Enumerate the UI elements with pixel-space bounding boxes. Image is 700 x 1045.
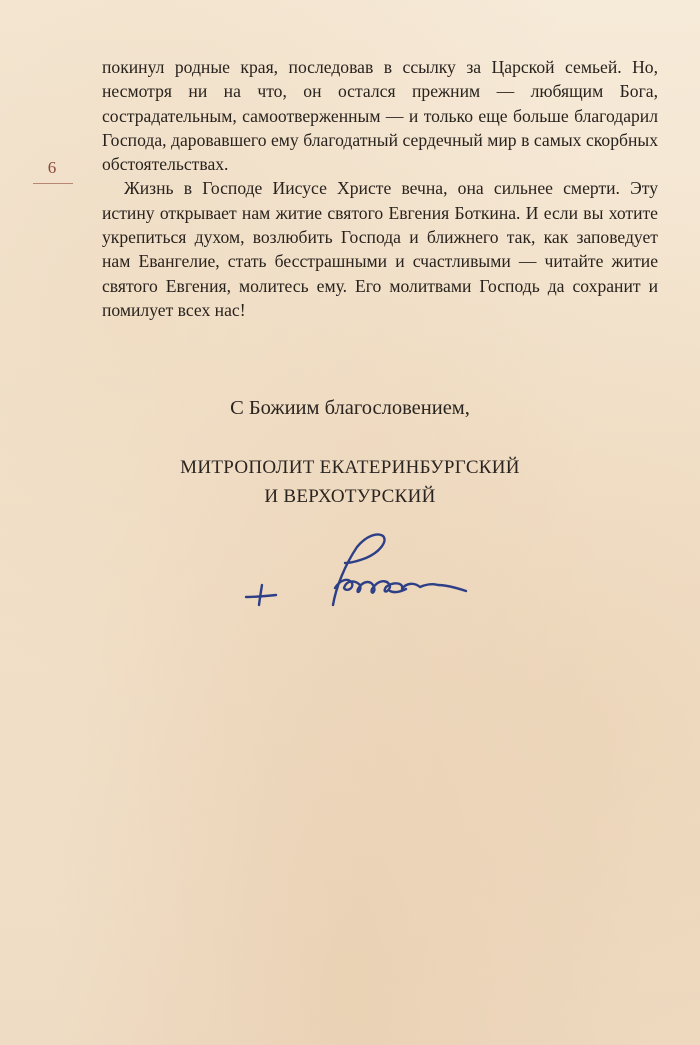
paragraph-continuation: покинул родные края, последовав в ссылку за Царской семьей. Но, несмотря ни на что, он остался прежним — любящим Бога, сострадательным, самоотверженным — и только еще больше благодарил Господа, даровавшего ему благодатный сердечный мир в самых скорбных обстоятельствах.: [102, 57, 658, 175]
signatory-title-line-2: И ВЕРХОТУРСКИЙ: [264, 486, 436, 507]
signatory-title: [0, 453, 700, 511]
closing-blessing: С Божиим благословением,: [230, 397, 470, 419]
page-number-rule: [33, 183, 73, 184]
signature-flourish: [390, 589, 406, 592]
handwritten-signature: [240, 525, 490, 615]
signature-loop: [333, 534, 384, 605]
page-number: 6: [47, 158, 57, 177]
paragraph-main: Жизнь в Господе Иисусе Христе вечна, она сильнее смерти. Эту истину открывает нам житие святого Евгения Боткина. И если вы хотите укрепиться духом, возлюбить Господа и ближнего так, как заповедует нам Евангелие, стать бесстрашными и счастливыми — читайте житие святого Евгения, молитесь ему. Его молитвами Господь да сохранит и помилует всех нас!: [102, 178, 658, 320]
signature-cross-vertical: [259, 585, 262, 605]
signatory-title-line-1: МИТРОПОЛИТ ЕКАТЕРИНБУРГСКИЙ: [180, 457, 520, 478]
body-text: [102, 55, 658, 322]
